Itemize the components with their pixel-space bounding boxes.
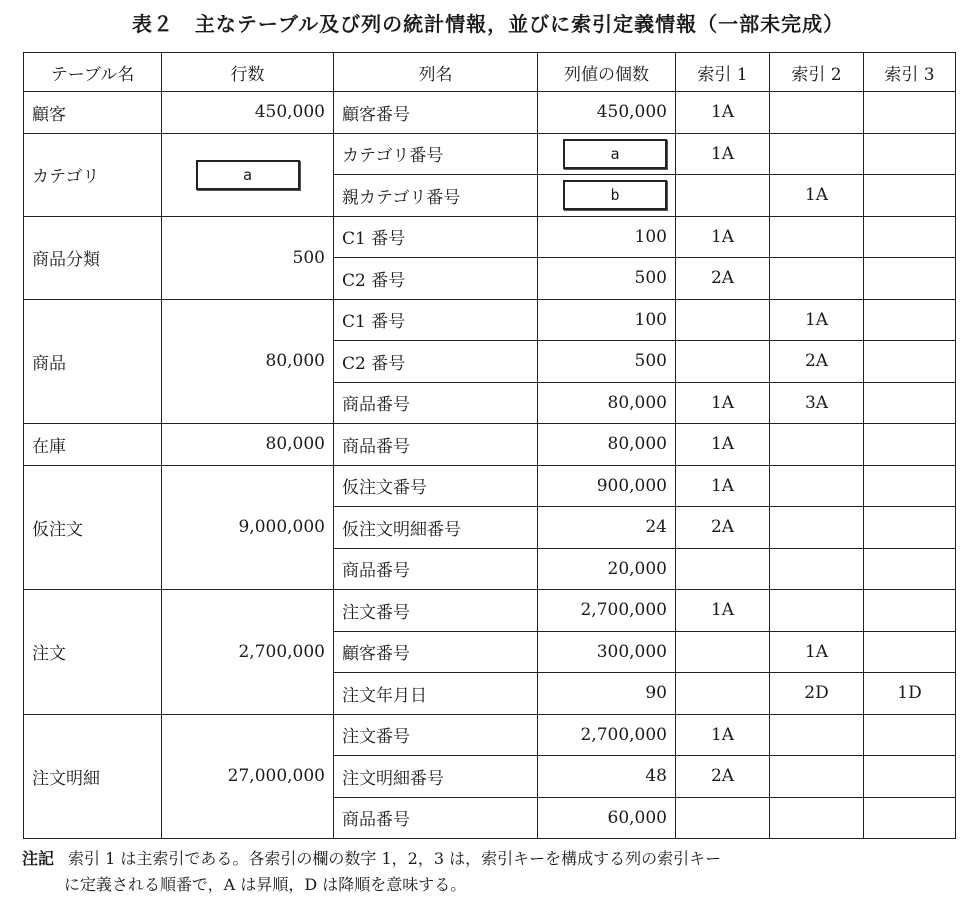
table-name: 商品分類 [24, 216, 162, 299]
index-2-cell [770, 258, 864, 300]
blank-box-a: a [196, 160, 300, 190]
row-count: 80,000 [162, 424, 334, 466]
index-3-cell [864, 175, 956, 217]
index-1-cell: 2A [676, 756, 770, 798]
index-1-cell [676, 548, 770, 590]
table-name: カテゴリ [24, 133, 162, 216]
distinct-count: 100 [538, 299, 676, 341]
distinct-count: 2,700,000 [538, 590, 676, 632]
index-3-cell [864, 92, 956, 134]
row-count: 2,700,000 [162, 590, 334, 715]
index-1-cell: 2A [676, 258, 770, 300]
column-name: 注文年月日 [334, 673, 538, 715]
index-2-cell [770, 714, 864, 756]
index-1-cell [676, 299, 770, 341]
index-1-cell [676, 673, 770, 715]
column-name: 商品番号 [334, 797, 538, 839]
row-count: 27,000,000 [162, 714, 334, 839]
column-name: カテゴリ番号 [334, 133, 538, 175]
footnote [22, 846, 962, 898]
table-row [24, 216, 956, 258]
distinct-count: 80,000 [538, 424, 676, 466]
index-2-cell [770, 216, 864, 258]
row-count-cell [162, 133, 334, 216]
index-3-cell [864, 507, 956, 549]
distinct-count: 500 [538, 341, 676, 383]
index-3-cell [864, 714, 956, 756]
index-2-cell: 1A [770, 299, 864, 341]
index-2-cell: 2A [770, 341, 864, 383]
index-3-cell [864, 341, 956, 383]
column-name: 親カテゴリ番号 [334, 175, 538, 217]
table-name: 仮注文 [24, 465, 162, 590]
index-3-cell [864, 258, 956, 300]
footnote-label: 注記 [22, 849, 55, 868]
index-1-cell: 1A [676, 590, 770, 632]
row-count: 500 [162, 216, 334, 299]
index-1-cell [676, 175, 770, 217]
table-row [24, 424, 956, 466]
index-1-cell: 1A [676, 424, 770, 466]
distinct-count: 450,000 [538, 92, 676, 134]
index-2-cell: 1A [770, 175, 864, 217]
header-column-name: 列名 [334, 53, 538, 92]
index-1-cell: 1A [676, 133, 770, 175]
column-name: 商品番号 [334, 424, 538, 466]
index-3-cell: 1D [864, 673, 956, 715]
table-name: 注文 [24, 590, 162, 715]
index-3-cell [864, 465, 956, 507]
row-count: 80,000 [162, 299, 334, 424]
index-2-cell [770, 424, 864, 466]
index-2-cell: 2D [770, 673, 864, 715]
row-count: 450,000 [162, 92, 334, 134]
distinct-count: 300,000 [538, 631, 676, 673]
column-name: 仮注文番号 [334, 465, 538, 507]
table-row [24, 92, 956, 134]
table-title: 表２ 主なテーブル及び列の統計情報，並びに索引定義情報（一部未完成） [131, 12, 845, 36]
header-row [24, 53, 956, 92]
footnote-line-1: 索引 1 は主索引である。各索引の欄の数字 1，2，3 は，索引キーを構成する列の索引キー [68, 849, 722, 868]
table-name: 商品 [24, 299, 162, 424]
column-name: C2 番号 [334, 258, 538, 300]
column-name: 注文明細番号 [334, 756, 538, 798]
distinct-count: 500 [538, 258, 676, 300]
index-3-cell [864, 548, 956, 590]
index-3-cell [864, 133, 956, 175]
distinct-count: 48 [538, 756, 676, 798]
header-index-3: 索引 3 [864, 53, 956, 92]
table-row [24, 590, 956, 632]
distinct-count-cell [538, 175, 676, 217]
table-name: 在庫 [24, 424, 162, 466]
index-1-cell [676, 631, 770, 673]
index-2-cell: 3A [770, 382, 864, 424]
table-row [24, 465, 956, 507]
index-1-cell: 1A [676, 714, 770, 756]
column-name: 商品番号 [334, 548, 538, 590]
column-name: C1 番号 [334, 216, 538, 258]
column-name: 仮注文明細番号 [334, 507, 538, 549]
distinct-count: 20,000 [538, 548, 676, 590]
table-row [24, 133, 956, 175]
distinct-count: 24 [538, 507, 676, 549]
index-3-cell [864, 590, 956, 632]
index-2-cell [770, 548, 864, 590]
index-2-cell [770, 797, 864, 839]
column-name: 顧客番号 [334, 631, 538, 673]
distinct-count: 900,000 [538, 465, 676, 507]
row-count: 9,000,000 [162, 465, 334, 590]
distinct-count: 80,000 [538, 382, 676, 424]
index-1-cell: 1A [676, 216, 770, 258]
index-1-cell: 1A [676, 465, 770, 507]
statistics-table [23, 52, 956, 839]
index-3-cell [864, 216, 956, 258]
table-name: 注文明細 [24, 714, 162, 839]
footnote-line-2: に定義される順番で，A は昇順，D は降順を意味する。 [64, 875, 467, 894]
index-2-cell [770, 590, 864, 632]
distinct-count: 2,700,000 [538, 714, 676, 756]
index-2-cell [770, 133, 864, 175]
column-name: 商品番号 [334, 382, 538, 424]
column-name: 注文番号 [334, 590, 538, 632]
table-row [24, 714, 956, 756]
header-index-2: 索引 2 [770, 53, 864, 92]
index-3-cell [864, 299, 956, 341]
index-1-cell [676, 797, 770, 839]
blank-box-a: a [563, 139, 667, 169]
index-3-cell [864, 631, 956, 673]
index-2-cell [770, 507, 864, 549]
index-1-cell [676, 341, 770, 383]
column-name: C1 番号 [334, 299, 538, 341]
index-3-cell [864, 382, 956, 424]
distinct-count: 90 [538, 673, 676, 715]
distinct-count: 60,000 [538, 797, 676, 839]
index-1-cell: 2A [676, 507, 770, 549]
distinct-count-cell [538, 133, 676, 175]
index-2-cell [770, 756, 864, 798]
header-row-count: 行数 [162, 53, 334, 92]
header-index-1: 索引 1 [676, 53, 770, 92]
index-3-cell [864, 424, 956, 466]
distinct-count: 100 [538, 216, 676, 258]
index-2-cell: 1A [770, 631, 864, 673]
column-name: 顧客番号 [334, 92, 538, 134]
header-distinct-count: 列値の個数 [538, 53, 676, 92]
index-2-cell [770, 92, 864, 134]
column-name: 注文番号 [334, 714, 538, 756]
index-3-cell [864, 797, 956, 839]
index-1-cell: 1A [676, 382, 770, 424]
table-row [24, 299, 956, 341]
index-1-cell: 1A [676, 92, 770, 134]
blank-box-b: b [563, 180, 667, 210]
table-name: 顧客 [24, 92, 162, 134]
index-3-cell [864, 756, 956, 798]
header-table-name: テーブル名 [24, 53, 162, 92]
index-2-cell [770, 465, 864, 507]
column-name: C2 番号 [334, 341, 538, 383]
